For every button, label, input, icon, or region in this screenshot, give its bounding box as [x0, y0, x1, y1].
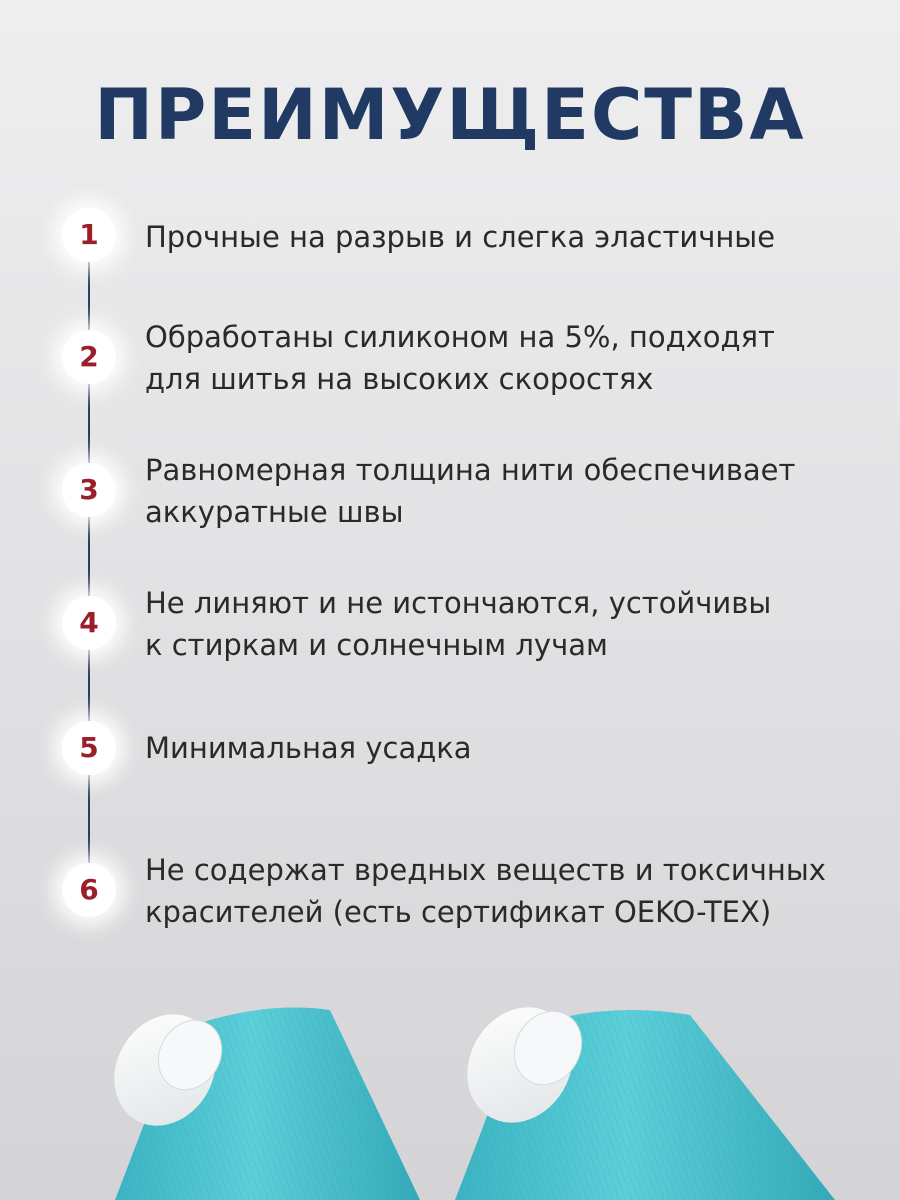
- advantage-text-3: [145, 449, 875, 533]
- spool-left: [94, 996, 420, 1200]
- advantage-line: красителей (есть сертификат OEKO-TEX): [145, 895, 772, 929]
- advantage-text-6: [145, 849, 875, 933]
- advantage-text-2: [145, 316, 875, 400]
- number-badge-2: 2: [62, 330, 116, 384]
- page-title: ПРЕИМУЩЕСТВА: [94, 74, 806, 156]
- thread-spools-image: [0, 990, 900, 1200]
- number-badge-6: 6: [62, 863, 116, 917]
- number-badge-1: 1: [62, 208, 116, 262]
- advantage-line: Равномерная толщина нити обеспечивает: [145, 453, 796, 487]
- advantage-text-5: [145, 727, 875, 769]
- advantage-line: Обработаны силиконом на 5%, подходят: [145, 320, 775, 354]
- advantage-line: аккуратные швы: [145, 495, 404, 529]
- advantage-text-1: [145, 216, 875, 258]
- spool-right: [447, 990, 835, 1200]
- advantage-line: для шитья на высоких скоростях: [145, 362, 654, 396]
- advantage-line: к стиркам и солнечным лучам: [145, 628, 608, 662]
- advantage-line: Не линяют и не истончаются, устойчивы: [145, 586, 772, 620]
- advantage-line: Минимальная усадка: [145, 731, 472, 765]
- advantage-text-4: [145, 582, 875, 666]
- number-badge-5: 5: [62, 721, 116, 775]
- advantage-line: Не содержат вредных веществ и токсичных: [145, 853, 826, 887]
- number-badge-4: 4: [62, 596, 116, 650]
- number-badge-3: 3: [62, 463, 116, 517]
- advantage-line: Прочные на разрыв и слегка эластичные: [145, 220, 776, 254]
